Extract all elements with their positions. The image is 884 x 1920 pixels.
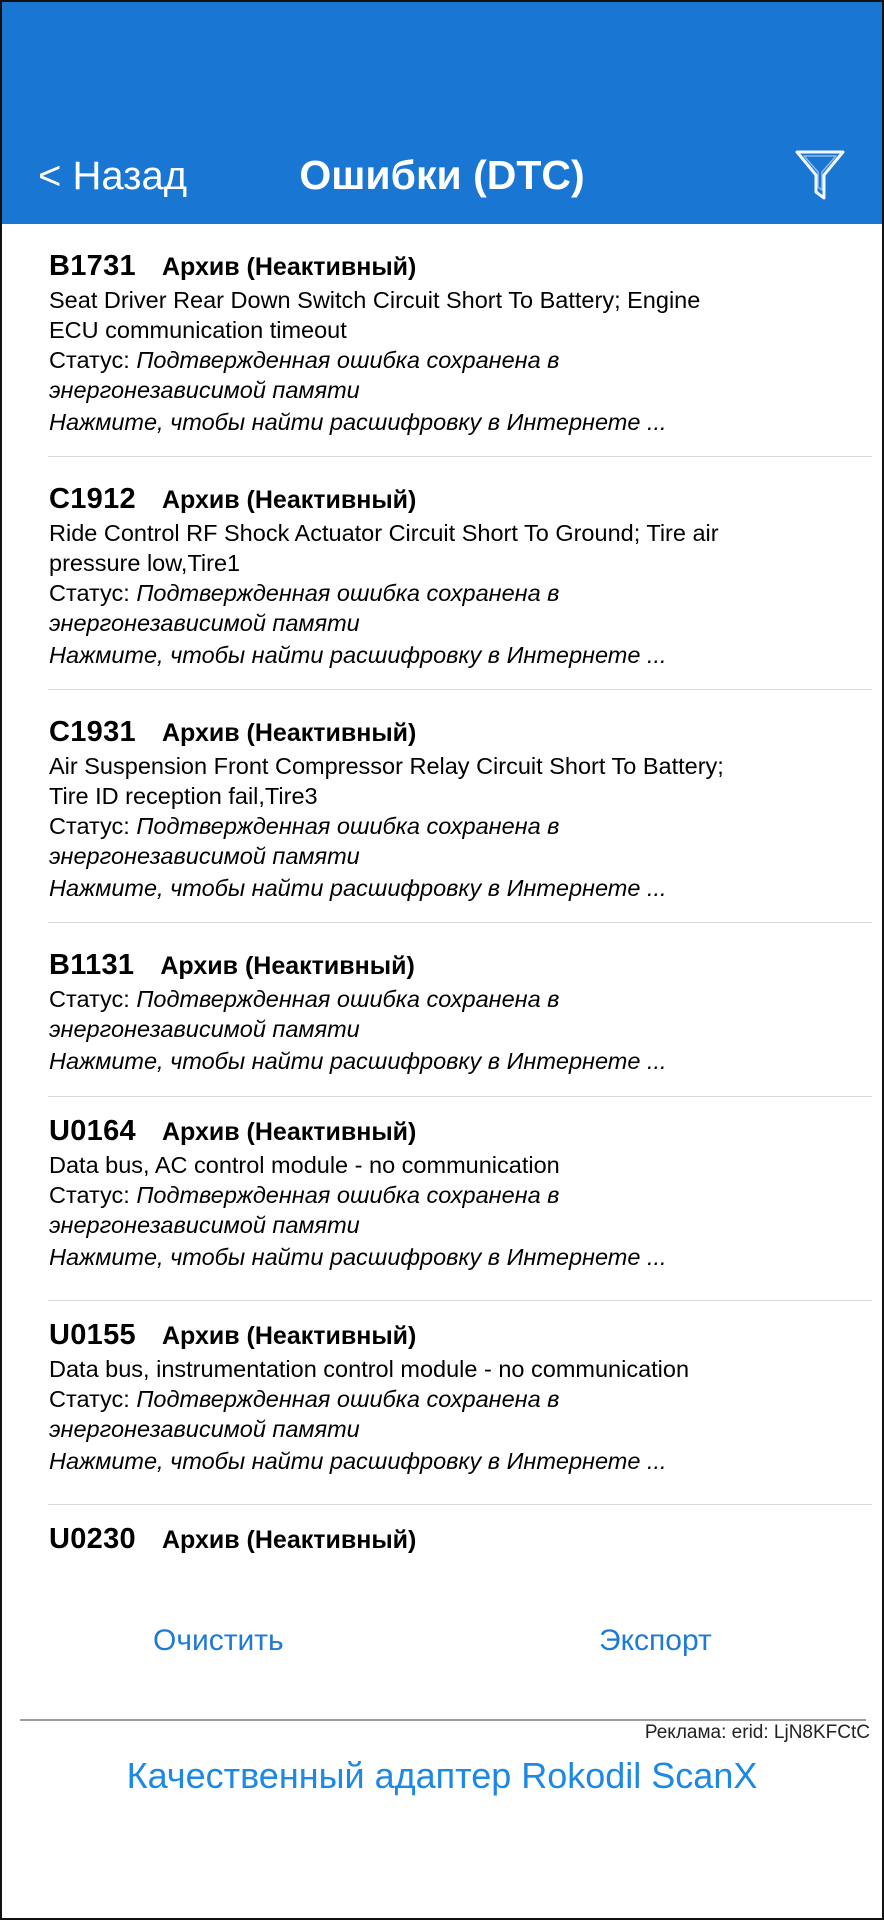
dtc-code: U0164 <box>49 1115 136 1147</box>
ad-link[interactable]: Качественный адаптер Rokodil ScanX <box>126 1755 758 1796</box>
dtc-item-content <box>49 949 667 1076</box>
dtc-status-text: энергонезависимой памяти <box>49 1016 360 1042</box>
dtc-description-line: Data bus, instrumentation control module - no communication <box>49 1356 690 1382</box>
dtc-status-text: энергонезависимой памяти <box>49 1416 360 1442</box>
dtc-list <box>2 224 882 1591</box>
export-button[interactable]: Экспорт <box>599 1624 712 1657</box>
dtc-item[interactable] <box>2 1301 882 1505</box>
dtc-body <box>49 518 719 670</box>
dtc-status-label: Статус: <box>49 813 137 839</box>
dtc-status-line <box>49 375 700 405</box>
dtc-body <box>49 984 667 1076</box>
dtc-body <box>49 1150 667 1272</box>
dtc-code: B1131 <box>49 949 135 981</box>
dtc-code: U0230 <box>49 1523 136 1555</box>
dtc-description-line: Seat Driver Rear Down Switch Circuit Short To Battery; Engine <box>49 287 701 313</box>
dtc-item-content <box>49 250 700 437</box>
dtc-item[interactable] <box>2 457 882 690</box>
dtc-status-line <box>49 578 719 608</box>
dtc-state: Архив (Неактивный) <box>161 1118 417 1146</box>
dtc-status-label: Статус: <box>49 986 137 1012</box>
dtc-item-content <box>49 1115 667 1272</box>
dtc-status-line <box>49 1384 689 1414</box>
dtc-item-content <box>49 483 719 670</box>
dtc-code: C1912 <box>49 483 136 515</box>
dtc-header <box>49 483 719 516</box>
dtc-status-text: Подтвержденная ошибка сохранена в <box>136 813 560 839</box>
dtc-state: Архив (Неактивный) <box>160 952 415 980</box>
dtc-description-line: Tire ID reception fail,Tire3 <box>49 783 318 809</box>
dtc-description-line: Air Suspension Front Compressor Relay Circuit Short To Battery; <box>49 753 724 779</box>
dtc-header <box>49 1319 689 1352</box>
dtc-code: B1731 <box>49 250 136 282</box>
dtc-status-line <box>49 1014 667 1044</box>
dtc-header <box>49 716 724 749</box>
dtc-description-line: ECU communication timeout <box>49 317 347 343</box>
dtc-status-text: Подтвержденная ошибка сохранена в <box>136 986 560 1012</box>
dtc-status-label: Статус: <box>49 347 137 373</box>
dtc-description-line: pressure low,Tire1 <box>49 550 241 576</box>
dtc-status-label: Статус: <box>49 1182 137 1208</box>
dtc-status-line <box>49 841 724 871</box>
dtc-status-text: энергонезависимой памяти <box>49 610 360 636</box>
dtc-search-link[interactable]: Нажмите, чтобы найти расшифровку в Интернете ... <box>49 1048 667 1074</box>
dtc-search-link[interactable]: Нажмите, чтобы найти расшифровку в Интернете ... <box>49 875 667 901</box>
dtc-search-link[interactable]: Нажмите, чтобы найти расшифровку в Интернете ... <box>49 1244 667 1270</box>
dtc-description-line: Ride Control RF Shock Actuator Circuit Short To Ground; Tire air <box>49 520 719 546</box>
filter-icon[interactable] <box>794 148 846 204</box>
back-button[interactable]: < Назад <box>38 154 188 198</box>
dtc-state: Архив (Неактивный) <box>161 719 417 747</box>
dtc-item <box>2 1505 882 1591</box>
dtc-status-text: Подтвержденная ошибка сохранена в <box>136 1182 560 1208</box>
dtc-status-text: энергонезависимой памяти <box>49 843 360 869</box>
dtc-item[interactable] <box>2 923 882 1097</box>
dtc-body <box>49 1354 689 1476</box>
dtc-status-line <box>49 1210 667 1240</box>
dtc-header <box>49 1523 416 1556</box>
dtc-status-text: Подтвержденная ошибка сохранена в <box>136 1386 560 1412</box>
dtc-description-line: Data bus, AC control module - no communication <box>49 1152 560 1178</box>
navigation-bar <box>2 2 882 224</box>
action-bar <box>2 1617 882 1677</box>
dtc-search-link[interactable]: Нажмите, чтобы найти расшифровку в Интернете ... <box>49 642 667 668</box>
dtc-state: Архив (Неактивный) <box>161 486 417 514</box>
dtc-item[interactable] <box>2 1097 882 1301</box>
dtc-status-text: энергонезависимой памяти <box>49 1212 360 1238</box>
dtc-state: Архив (Неактивный) <box>161 253 417 281</box>
dtc-item[interactable] <box>2 224 882 457</box>
dtc-body <box>49 285 700 437</box>
dtc-status-line <box>49 984 667 1014</box>
dtc-state: Архив (Неактивный) <box>161 1322 417 1350</box>
clear-button[interactable]: Очистить <box>153 1624 284 1657</box>
page-title: Ошибки (DTC) <box>299 152 585 198</box>
dtc-header <box>49 250 700 283</box>
dtc-status-text: Подтвержденная ошибка сохранена в <box>136 580 560 606</box>
dtc-status-line <box>49 608 719 638</box>
dtc-search-link[interactable]: Нажмите, чтобы найти расшифровку в Интернете ... <box>49 1448 667 1474</box>
dtc-header <box>49 949 667 982</box>
dtc-header <box>49 1115 667 1148</box>
dtc-item-content <box>49 1319 689 1476</box>
dtc-status-line <box>49 345 700 375</box>
dtc-status-label: Статус: <box>49 580 137 606</box>
dtc-body <box>49 751 724 903</box>
dtc-state: Архив (Неактивный) <box>161 1526 417 1554</box>
dtc-status-line <box>49 811 724 841</box>
dtc-item-content <box>49 716 724 903</box>
ad-label: Реклама: erid: LjN8KFCtC <box>644 1722 870 1743</box>
dtc-search-link[interactable]: Нажмите, чтобы найти расшифровку в Интернете ... <box>49 409 667 435</box>
dtc-status-text: Подтвержденная ошибка сохранена в <box>136 347 560 373</box>
dtc-status-line <box>49 1180 667 1210</box>
dtc-status-line <box>49 1414 689 1444</box>
dtc-item-content <box>49 1523 416 1558</box>
dtc-code: C1931 <box>49 716 136 748</box>
dtc-code: U0155 <box>49 1319 136 1351</box>
dtc-item[interactable] <box>2 690 882 923</box>
dtc-status-label: Статус: <box>49 1386 137 1412</box>
dtc-status-text: энергонезависимой памяти <box>49 377 360 403</box>
